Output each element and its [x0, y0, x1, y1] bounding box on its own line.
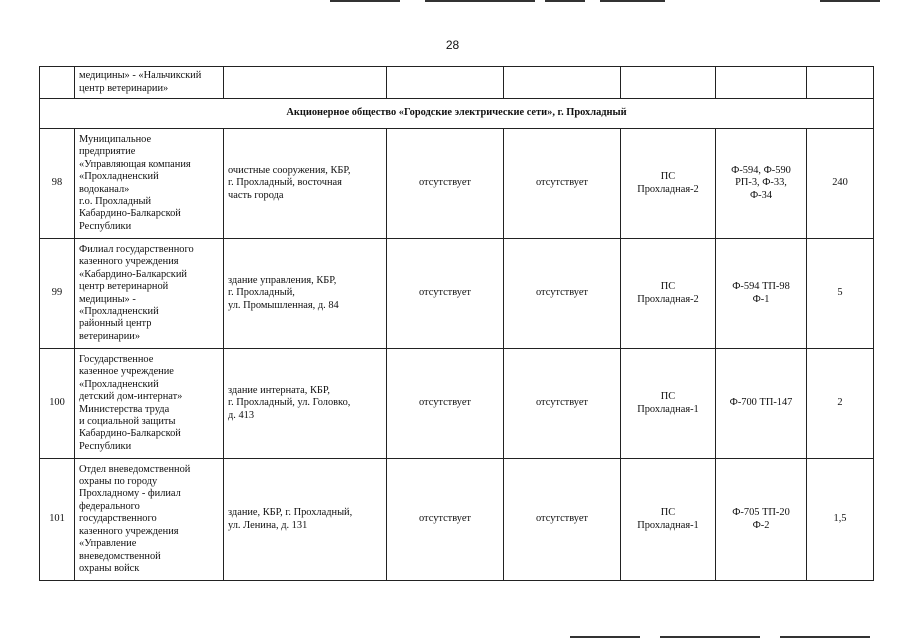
text-line: водоканал» [79, 183, 130, 195]
text-line: казенного учреждения [79, 525, 179, 537]
scan-artifact-top-3 [545, 0, 585, 2]
cell-organization [75, 67, 224, 99]
cell-address [224, 67, 387, 99]
text-line: Муниципальное [79, 133, 152, 145]
text-line: Прохладному - филиал [79, 488, 181, 500]
text-line: ПС [660, 171, 676, 183]
text-line: государственного [79, 513, 157, 525]
text-line: «Прохладненский [79, 171, 159, 183]
text-line: ул. Промышленная, д. 84 [228, 299, 339, 311]
cell-value: 240 [807, 129, 874, 239]
table-row [40, 349, 874, 459]
text-line: Министерства труда [79, 403, 170, 415]
text-line: Государственное [79, 353, 154, 365]
text-line: РП-3, Ф-33, [735, 177, 787, 189]
section-row [40, 99, 874, 129]
scan-artifact-bottom-3 [780, 636, 870, 638]
cell-value: 2 [807, 349, 874, 459]
scan-artifact-top-4 [600, 0, 665, 2]
text-line: «Управляющая компания [79, 158, 191, 170]
text-line: Республики [79, 440, 132, 452]
text-line: Прохладная-1 [637, 403, 699, 415]
cell-address [224, 129, 387, 239]
text-line: Кабардино-Балкарской [79, 208, 181, 220]
text-line: казенное учреждение [79, 366, 174, 378]
table-row [40, 459, 874, 581]
text-line: федерального [79, 500, 140, 512]
cell-num: 100 [40, 349, 75, 459]
table-row [40, 239, 874, 349]
cell-col4: отсутствует [387, 129, 504, 239]
text-line: «Управление [79, 538, 137, 550]
cell-substation [621, 459, 716, 581]
cell-address [224, 239, 387, 349]
cell-feeder [716, 459, 807, 581]
text-line: «Прохладненский [79, 378, 159, 390]
cell-num: 101 [40, 459, 75, 581]
cell-num: 99 [40, 239, 75, 349]
scan-artifact-bottom-1 [570, 636, 640, 638]
scan-artifact-top-1 [330, 0, 400, 2]
text-line: медицины» - [79, 293, 136, 305]
cell-num [40, 67, 75, 99]
text-line: предприятие [79, 146, 136, 158]
cell-col5: отсутствует [504, 459, 621, 581]
text-line: ул. Ленина, д. 131 [228, 519, 308, 531]
text-line: Ф-594, Ф-590 [731, 164, 791, 176]
text-line: Филиал государственного [79, 243, 194, 255]
text-line: вневедомственной [79, 550, 161, 562]
continuation-row [40, 67, 874, 99]
cell-organization [75, 459, 224, 581]
text-line: детский дом-интернат» [79, 391, 183, 403]
text-line: Прохладная-1 [637, 519, 699, 531]
cell-value: 1,5 [807, 459, 874, 581]
text-line: д. 413 [228, 409, 255, 421]
text-line: ПС [660, 281, 676, 293]
text-line: г. Прохладный, восточная [228, 177, 342, 189]
table-row [40, 129, 874, 239]
section-title: Акционерное общество «Городские электрические сети», г. Прохладный [40, 99, 874, 129]
text-line: охраны по городу [79, 476, 158, 488]
text-line: часть города [228, 189, 284, 201]
cell-feeder [716, 67, 807, 99]
text-line: Прохладная-2 [637, 293, 699, 305]
text-line: Республики [79, 220, 132, 232]
cell-col4: отсутствует [387, 459, 504, 581]
text-line: г. Прохладный, [228, 287, 295, 299]
cell-substation [621, 239, 716, 349]
scan-artifact-bottom-2 [660, 636, 760, 638]
cell-organization [75, 239, 224, 349]
text-line: г. Прохладный, ул. Головко, [228, 397, 351, 409]
text-line: Ф-700 ТП-147 [729, 397, 793, 409]
text-line: центр ветеринарии» [79, 82, 169, 94]
text-line: ПС [660, 507, 676, 519]
cell-feeder [716, 239, 807, 349]
text-line: ПС [660, 391, 676, 403]
cell-address [224, 459, 387, 581]
text-line: очистные сооружения, КБР, [228, 164, 351, 176]
text-line: «Кабардино-Балкарский [79, 268, 187, 280]
text-line: Ф-1 [752, 293, 770, 305]
text-line: казенного учреждения [79, 256, 179, 268]
text-line: ветеринарии» [79, 330, 141, 342]
cell-num: 98 [40, 129, 75, 239]
text-line: Ф-34 [749, 189, 773, 201]
cell-value: 5 [807, 239, 874, 349]
cell-col5: отсутствует [504, 239, 621, 349]
text-line: районный центр [79, 318, 152, 330]
text-line: Ф-705 ТП-20 [732, 507, 790, 519]
text-line: Ф-2 [752, 519, 770, 531]
text-line: «Прохладненский [79, 305, 159, 317]
cell-address [224, 349, 387, 459]
text-line: здание управления, КБР, [228, 274, 337, 286]
cell-col4: отсутствует [387, 239, 504, 349]
page-number: 28 [445, 38, 460, 52]
cell-organization [75, 129, 224, 239]
text-line: центр ветеринарной [79, 281, 169, 293]
text-line: Прохладная-2 [637, 183, 699, 195]
scan-artifact-top-5 [820, 0, 880, 2]
cell-col5: отсутствует [504, 129, 621, 239]
text-line: Отдел вневедомственной [79, 463, 191, 475]
text-line: медицины» - «Нальчикский [79, 70, 202, 82]
text-line: здание, КБР, г. Прохладный, [228, 507, 353, 519]
text-line: охраны войск [79, 562, 140, 574]
cell-feeder [716, 349, 807, 459]
text-line: Кабардино-Балкарской [79, 428, 181, 440]
cell-substation [621, 67, 716, 99]
cell-substation [621, 349, 716, 459]
cell-feeder [716, 129, 807, 239]
cell-value [807, 67, 874, 99]
text-line: здание интерната, КБР, [228, 384, 330, 396]
cell-col5: отсутствует [504, 349, 621, 459]
text-line: г.о. Прохладный [79, 195, 152, 207]
cell-organization [75, 349, 224, 459]
text-line: Ф-594 ТП-98 [732, 281, 790, 293]
cell-col5 [504, 67, 621, 99]
scan-artifact-top-2 [425, 0, 535, 2]
cell-col4: отсутствует [387, 349, 504, 459]
document-table [39, 66, 874, 581]
cell-substation [621, 129, 716, 239]
text-line: и социальной защиты [79, 415, 176, 427]
cell-col4 [387, 67, 504, 99]
